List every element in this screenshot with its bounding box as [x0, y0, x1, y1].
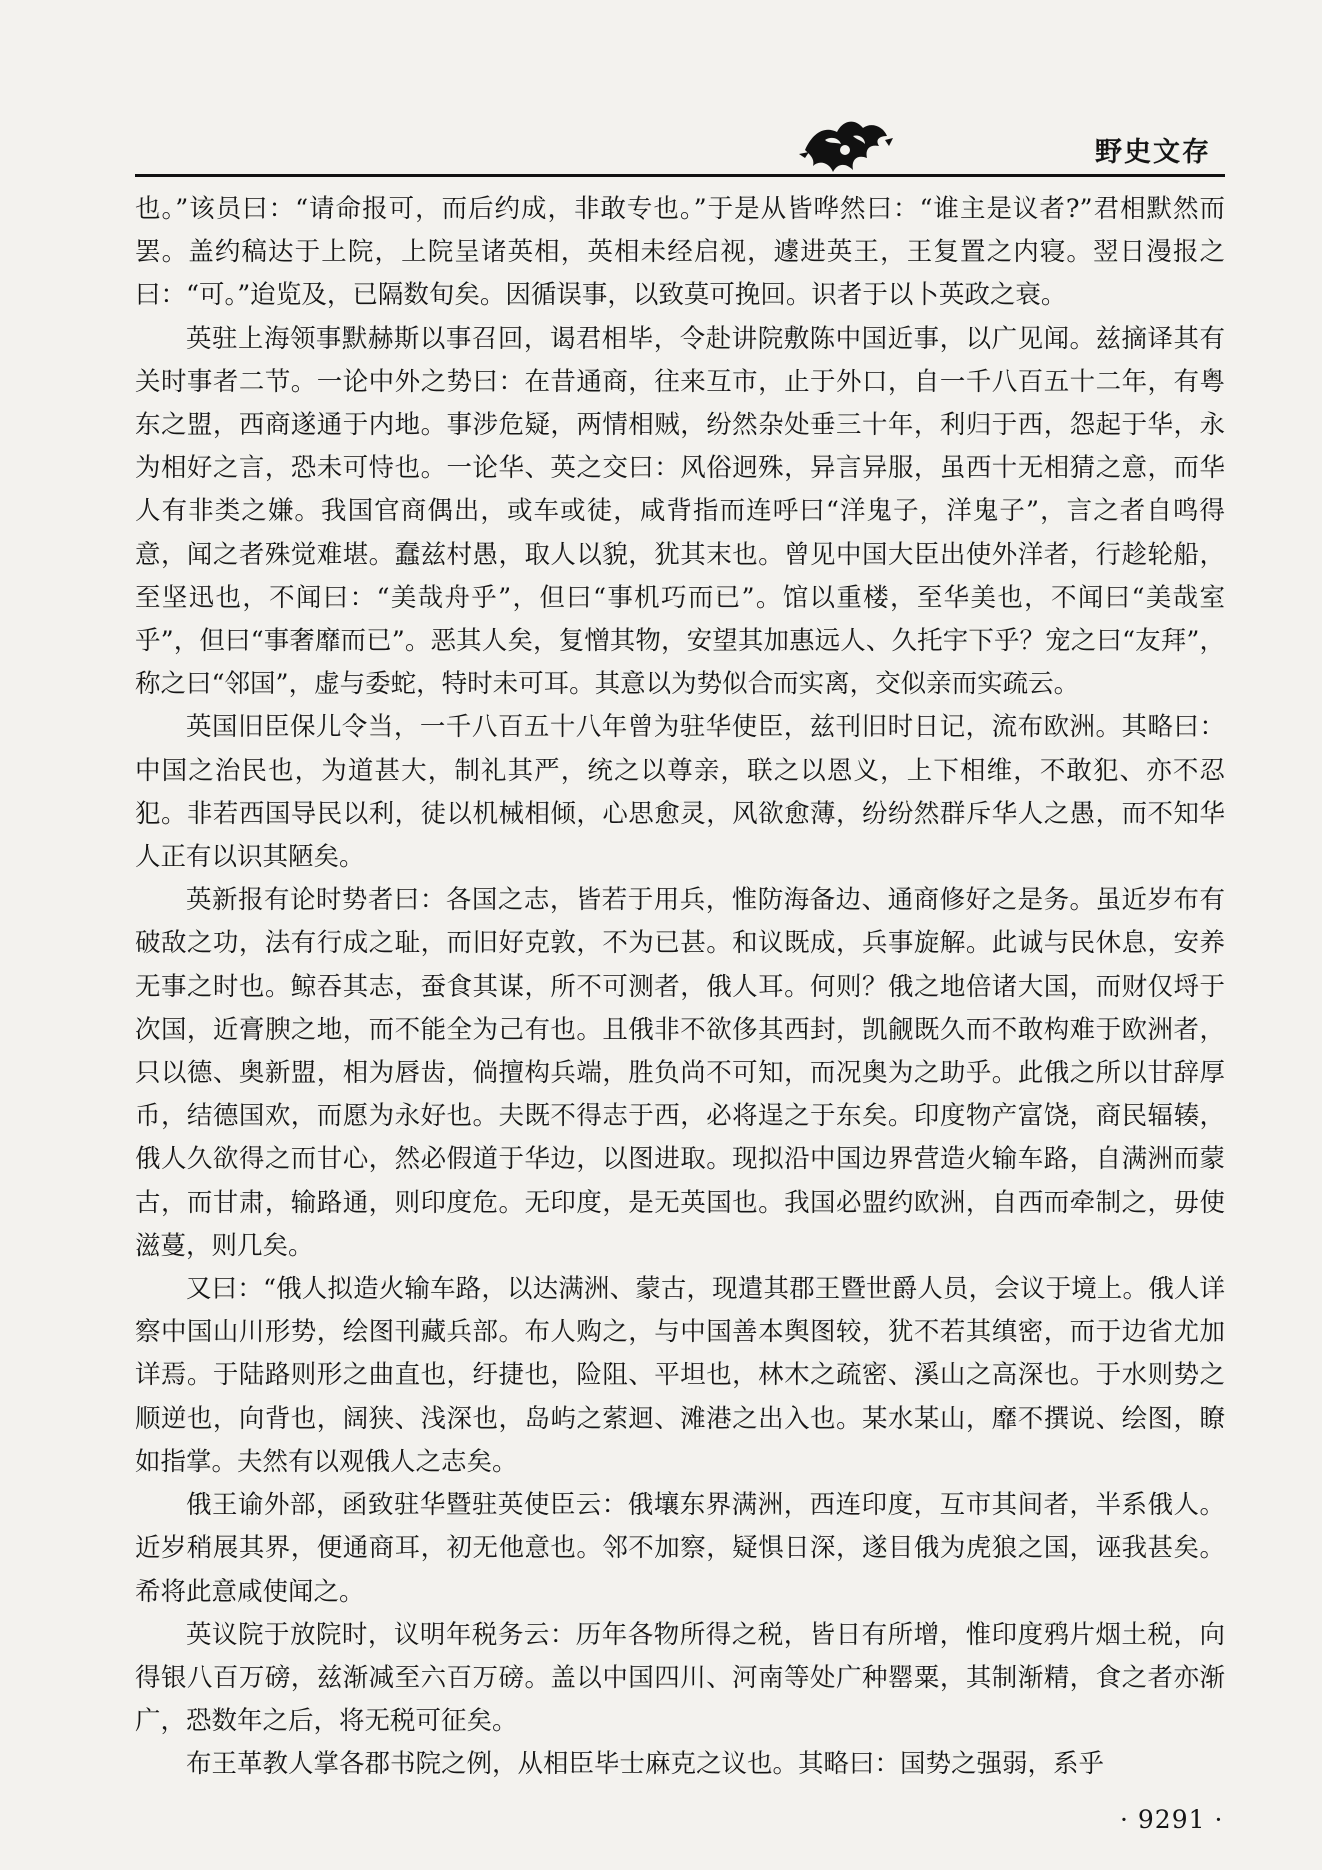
paragraph: 英议院于放院时，议明年税务云：历年各物所得之税，皆日有所增，惟印度鸦片烟土税，向得银八百万磅，兹渐减至六百万磅。盖以中国四川、河南等处广种罂粟，其制渐精，食之者亦渐广，恐数年之后，将无税可征矣。 — [135, 1619, 1225, 1737]
main-text — [135, 188, 1225, 1787]
paragraph: 也。”该员曰：“请命报可，而后约成，非敢专也。”于是从皆哗然曰：“谁主是议者?”君相默然而罢。盖约稿达于上院，上院呈诸英相，英相未经启视，遽进英王，王复置之内寝。翌日漫报之曰：“可。”迨览及，已隔数旬矣。因循误事，以致莫可挽回。识者于以卜英政之衰。 — [135, 194, 1225, 311]
paragraph: 俄王谕外部，函致驻华暨驻英使臣云：俄壤东界满洲，西连印度，互市其间者，半系俄人。近岁稍展其界，便通商耳，初无他意也。邻不加察，疑惧日深，遂目俄为虎狼之国，诬我甚矣。希将此意咸使闻之。 — [135, 1490, 1225, 1607]
dragon-emblem-icon — [795, 110, 895, 180]
paragraph: 英新报有论时势者曰：各国之志，皆若于用兵，惟防海备边、通商修好之是务。虽近岁布有破敌之功，法有行成之耻，而旧好克敦，不为已甚。和议既成，兵事旋解。此诚与民休息，安养无事之时也。鲸吞其志，蚕食其谋，所不可测者，俄人耳。何则？俄之地倍诸大国，而财仅埒于次国，近膏腴之地，而不能全为己有也。且俄非不欲侈其西封，凯觎既久而不敢构难于欧洲者，只以德、奥新盟，相为唇齿，倘擅构兵端，胜负尚不可知，而况奥为之助乎。此俄之所以甘辞厚币，结德国欢，而愿为永好也。夫既不得志于西，必将逞之于东矣。印度物产富饶，商民辐辏，俄人久欲得之而甘心，然必假道于华边，以图进取。现拟沿中国边界营造火输车路，自满洲而蒙古，而甘肃，输路通，则印度危。无印度，是无英国也。我国必盟约欧洲，自西而牵制之，毋使滋蔓，则几矣。 — [135, 885, 1225, 1261]
series-title: 野史文存 — [1095, 137, 1211, 168]
paragraph: 又曰：“俄人拟造火输车路，以达满洲、蒙古，现遣其郡王暨世爵人员，会议于境上。俄人详察中国山川形势，绘图刊藏兵部。布人购之，与中国善本舆图较，犹不若其缜密，而于边省尤加详焉。于陆路则形之曲直也，纡捷也，险阻、平坦也，林木之疏密、溪山之高深也。于水则势之顺逆也，向背也，阔狭、浅深也，岛屿之萦迴、滩港之出入也。某水某山，靡不撰说、绘图，瞭如指掌。夫然有以观俄人之志矣。 — [135, 1274, 1225, 1477]
page-number: · 9291 · — [1120, 1805, 1224, 1834]
paragraph: 英国旧臣保儿令当，一千八百五十八年曾为驻华使臣，兹刊旧时日记，流布欧洲。其略曰：中国之治民也，为道甚大，制礼其严，统之以尊亲，联之以恩义，上下相维，不敢犯、亦不忍犯。非若西国导民以利，徒以机械相倾，心思愈灵，风欲愈薄，纷纷然群斥华人之愚，而不知华人正有以识其陋矣。 — [135, 712, 1225, 873]
paragraph: 英驻上海领事默赫斯以事召回，谒君相毕，令赴讲院敷陈中国近事，以广见闻。兹摘译其有关时事者二节。一论中外之势曰：在昔通商，往来互市，止于外口，自一千八百五十二年，有粤东之盟，西商遂通于内地。事涉危疑，两情相贼，纷然杂处垂三十年，利归于西，怨起于华，永为相好之言，恐未可恃也。一论华、英之交曰：风俗迥殊，异言异服，虽西十无相猜之意，而华人有非类之嫌。我国官商偶出，或车或徒，咸背指而连呼曰“洋鬼子，洋鬼子”，言之者自鸣得意，闻之者殊觉难堪。蠢兹村愚，取人以貌，犹其末也。曾见中国大臣出使外洋者，行趁轮船，至坚迅也，不闻曰：“美哉舟乎”，但曰“事机巧而已”。馆以重楼，至华美也，不闻曰“美哉室乎”，但曰“事奢靡而已”。恶其人矣，复憎其物，安望其加惠远人、久托宇下乎？宠之曰“友拜”，称之曰“邻国”，虚与委蛇，特时未可耳。其意以为势似合而实离，交似亲而实疏云。 — [135, 323, 1225, 700]
header-rule — [135, 174, 1225, 177]
paragraph: 布王革教人掌各郡书院之例，从相臣毕士麻克之议也。其略曰：国势之强弱，系乎 — [186, 1749, 1105, 1780]
page-header — [0, 0, 1322, 185]
